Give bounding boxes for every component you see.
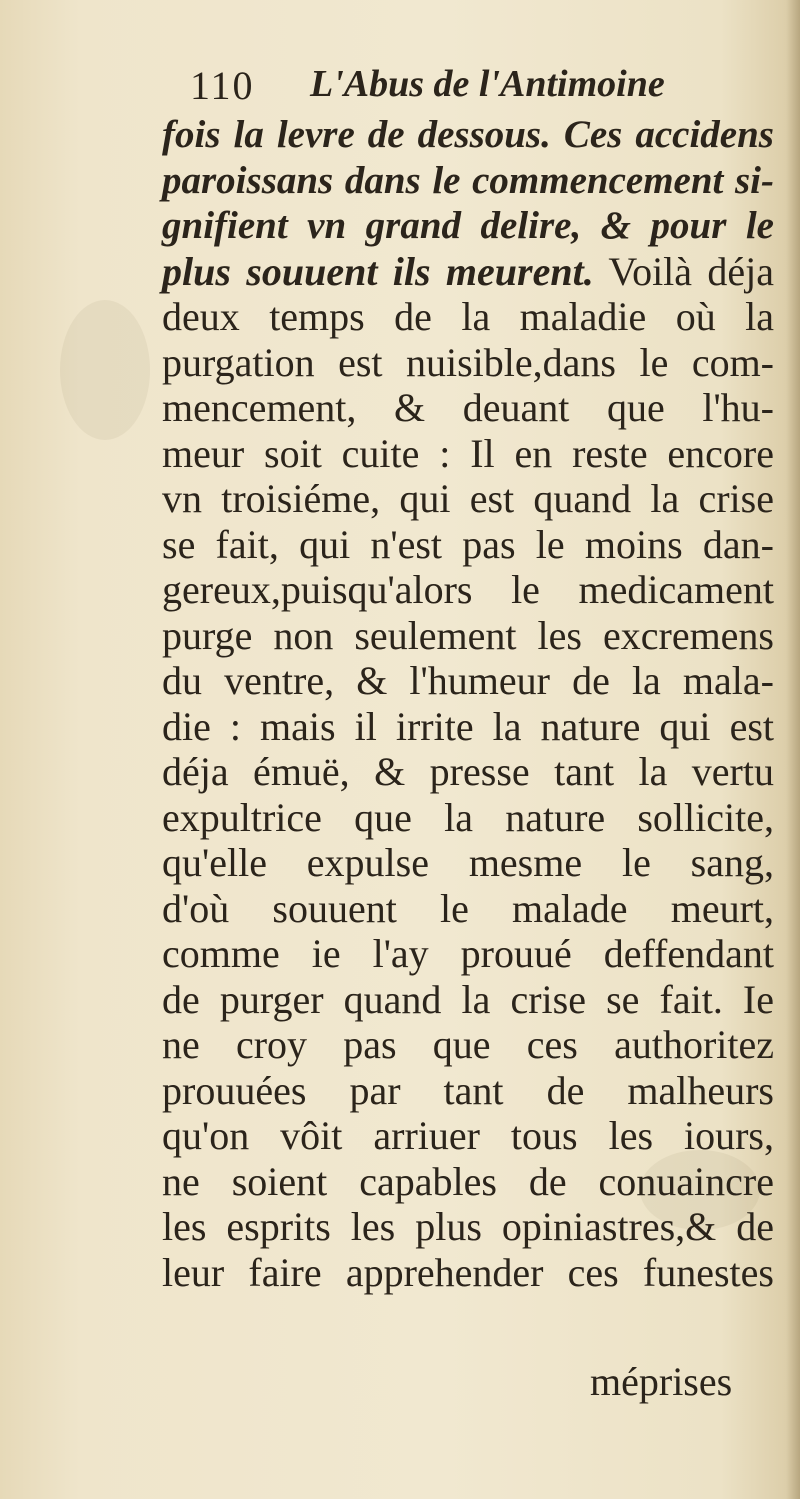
catchword: méprises [590, 1359, 733, 1404]
text-line: qu'elle expulse mesme le sang, [162, 840, 774, 885]
text-line: comme ie l'ay prouué deffendant [162, 931, 774, 976]
text-line: expultrice que la nature sollicite, [162, 794, 774, 840]
page-edge-shadow [786, 0, 800, 1499]
text-line: de purger quand la crise se fait. Ie [162, 976, 774, 1022]
paper-stain [60, 300, 150, 440]
body-text [162, 112, 774, 1295]
text-line-roman-part: Voilà déja [593, 248, 775, 294]
text-line: se fait, qui n'est pas le moins dan- [162, 521, 774, 567]
page-number: 110 [190, 63, 255, 108]
text-line: ne soient capables de conuaincre [162, 1158, 774, 1204]
text-line: purge non seulement les excremens [162, 612, 774, 658]
text-line: les esprits les plus opiniastres,& de [162, 1204, 774, 1249]
text-line: vn troisiéme, qui est quand la crise [162, 476, 774, 521]
text-line: gereux,puisqu'alors le medicament [162, 567, 774, 612]
text-line: du ventre, & l'humeur de la mala- [162, 658, 774, 703]
text-line: meur soit cuite : Il en reste encore [162, 430, 774, 476]
text-line: d'où souuent le malade meurt, [162, 885, 774, 931]
text-line: mencement, & deuant que l'hu- [162, 385, 774, 430]
text-line: gnifient vn grand delire, & pour le [162, 204, 774, 247]
running-header [190, 62, 750, 112]
running-title: L'Abus de l'Antimoine [310, 63, 665, 105]
text-line: ne croy pas que ces authoritez [162, 1022, 774, 1067]
text-line: die : mais il irrite la nature qui est [162, 703, 774, 749]
text-line: deux temps de la maladie où la [162, 294, 774, 339]
text-line: qu'on vôit arriuer tous les iours, [162, 1113, 774, 1158]
text-line-italic-part: plus souuent ils meurent. [162, 248, 594, 294]
text-line: déja émuë, & presse tant la vertu [162, 749, 774, 794]
text-line: leur faire apprehender ces funestes [162, 1249, 774, 1295]
text-line: prouuées par tant de malheurs [162, 1067, 774, 1113]
text-line [162, 249, 774, 295]
text-line: purgation est nuisible,dans le com- [162, 339, 774, 385]
text-line: paroissans dans le commencement si- [162, 158, 774, 202]
text-line: fois la levre de dessous. Ces accidens [162, 113, 774, 156]
